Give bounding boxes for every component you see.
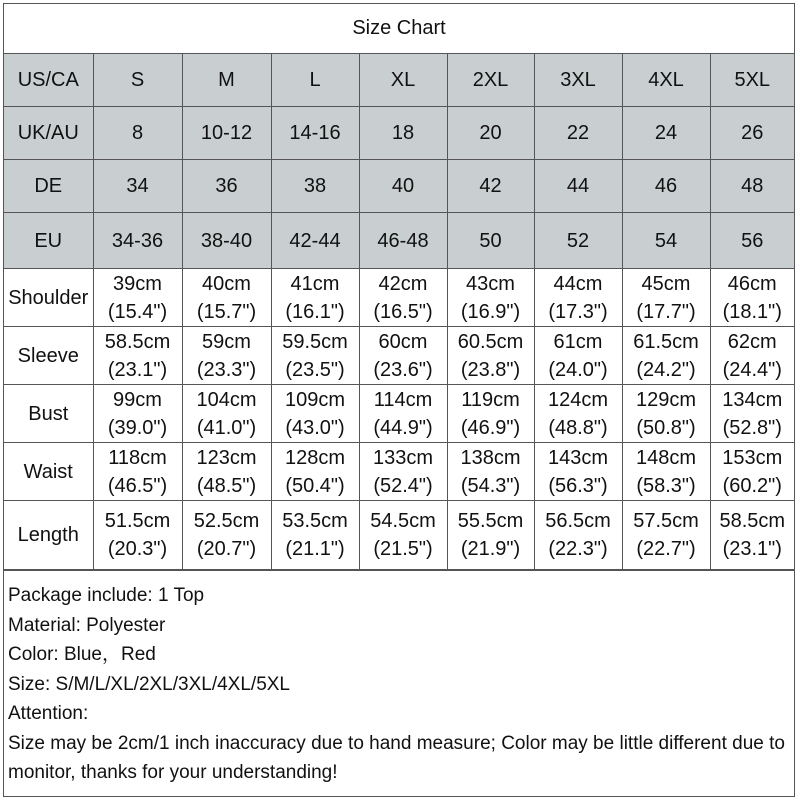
inch-value: (23.1") — [722, 538, 782, 560]
size-cell: 42 — [447, 160, 534, 213]
size-cell: M — [182, 54, 271, 107]
note-material: Material: Polyester — [8, 614, 166, 636]
inch-value: (50.4") — [285, 474, 345, 497]
measure-cell — [182, 327, 271, 385]
row-label: Shoulder — [4, 269, 93, 327]
measure-cell — [182, 443, 271, 501]
cm-value: 153cm — [722, 446, 783, 469]
measure-row — [4, 327, 794, 385]
size-cell: 42-44 — [271, 213, 359, 269]
inch-value: (52.8") — [722, 416, 782, 439]
inch-value: (20.3") — [107, 538, 168, 560]
inch-value: (46.5") — [107, 474, 168, 497]
measure-cell — [534, 269, 622, 327]
cm-value: 123cm — [196, 446, 257, 469]
inch-value: (15.4") — [107, 300, 168, 323]
row-label: Bust — [4, 385, 93, 443]
note-disclaimer-line-1: Size may be 2cm/1 inch inaccuracy due to hand measure; Color may be little different due to — [8, 732, 785, 754]
inch-value: (22.7") — [636, 538, 696, 560]
size-cell: 54 — [622, 213, 710, 269]
inch-value: (23.5") — [285, 358, 345, 381]
cm-value: 133cm — [372, 446, 434, 469]
measure-cell — [271, 501, 359, 570]
size-cell: 10-12 — [182, 107, 271, 160]
inch-value: (21.1") — [285, 538, 345, 560]
row-label: Length — [4, 501, 93, 570]
size-table — [4, 54, 794, 570]
measure-row — [4, 385, 794, 443]
size-cell: 24 — [622, 107, 710, 160]
size-cell: 36 — [182, 160, 271, 213]
measure-cell — [622, 501, 710, 570]
cm-value: 46cm — [727, 272, 777, 295]
row-label: DE — [4, 160, 93, 213]
cm-value: 40cm — [202, 272, 251, 295]
note-size: Size: S/M/L/XL/2XL/3XL/4XL/5XL — [8, 673, 291, 695]
size-cell: 22 — [534, 107, 622, 160]
inch-value: (16.5") — [373, 300, 433, 323]
measure-cell — [93, 443, 182, 501]
size-cell: 34 — [93, 160, 182, 213]
measure-cell — [359, 269, 447, 327]
measure-cell — [93, 269, 182, 327]
measure-cell — [622, 269, 710, 327]
size-cell: 46 — [622, 160, 710, 213]
cm-value: 119cm — [461, 388, 520, 411]
inch-value: (39.0") — [107, 416, 168, 439]
size-cell: 34-36 — [93, 213, 182, 269]
size-row — [4, 107, 794, 160]
measure-cell — [271, 269, 359, 327]
inch-value: (22.3") — [548, 538, 608, 560]
inch-value: (24.0") — [548, 358, 608, 381]
cm-value: 128cm — [284, 446, 346, 469]
measure-cell — [182, 501, 271, 570]
measure-cell — [622, 385, 710, 443]
cm-value: 58.5cm — [104, 330, 171, 353]
inch-value: (21.5") — [373, 538, 433, 560]
inch-value: (24.4") — [722, 358, 782, 381]
size-cell: 3XL — [534, 54, 622, 107]
inch-value: (17.7") — [636, 300, 696, 323]
size-cell: 56 — [710, 213, 794, 269]
cm-value: 114cm — [373, 388, 433, 411]
size-cell: 48 — [710, 160, 794, 213]
cm-value: 53.5cm — [282, 510, 348, 532]
size-cell: L — [271, 54, 359, 107]
inch-value: (23.3") — [196, 358, 257, 381]
size-cell: 38-40 — [182, 213, 271, 269]
cm-value: 61.5cm — [633, 330, 699, 353]
size-row — [4, 54, 794, 107]
cm-value: 45cm — [641, 272, 691, 295]
measure-row — [4, 269, 794, 327]
cm-value: 54.5cm — [370, 510, 436, 532]
inch-value: (43.0") — [285, 416, 345, 439]
inch-value: (41.0") — [196, 416, 257, 439]
cm-value: 109cm — [284, 388, 346, 411]
measure-cell — [359, 443, 447, 501]
measure-cell — [93, 385, 182, 443]
measure-cell — [93, 327, 182, 385]
measure-cell — [182, 269, 271, 327]
note-color: Color: Blue，Red — [8, 644, 156, 665]
cm-value: 138cm — [460, 446, 521, 469]
inch-value: (24.2") — [636, 358, 696, 381]
measure-cell — [359, 501, 447, 570]
measure-cell — [447, 501, 534, 570]
measure-cell — [710, 327, 794, 385]
cm-value: 44cm — [553, 272, 603, 295]
cm-value: 55.5cm — [457, 510, 524, 532]
size-cell: 8 — [93, 107, 182, 160]
measure-cell — [534, 327, 622, 385]
size-row — [4, 160, 794, 213]
size-cell: 4XL — [622, 54, 710, 107]
measure-cell — [534, 501, 622, 570]
inch-value: (50.8") — [636, 416, 696, 439]
measure-cell — [93, 501, 182, 570]
measure-cell — [710, 269, 794, 327]
inch-value: (56.3") — [548, 474, 608, 497]
measure-row — [4, 443, 794, 501]
row-label: US/CA — [4, 54, 93, 107]
measure-cell — [710, 443, 794, 501]
cm-value: 43cm — [466, 272, 515, 295]
measure-cell — [447, 385, 534, 443]
size-cell: 38 — [271, 160, 359, 213]
cm-value: 148cm — [635, 446, 697, 469]
measure-cell — [271, 443, 359, 501]
note-attention: Attention: — [8, 703, 89, 724]
row-label: UK/AU — [4, 107, 93, 160]
row-label: Sleeve — [4, 327, 93, 385]
inch-value: (23.6") — [373, 358, 433, 381]
cm-value: 57.5cm — [633, 510, 699, 532]
size-cell: S — [93, 54, 182, 107]
cm-value: 59.5cm — [282, 330, 348, 353]
measure-cell — [534, 443, 622, 501]
cm-value: 56.5cm — [545, 510, 611, 532]
inch-value: (44.9") — [373, 416, 433, 439]
cm-value: 118cm — [108, 446, 167, 469]
note-disclaimer-line-2: monitor, thanks for your understanding! — [8, 762, 338, 783]
cm-value: 104cm — [196, 388, 257, 411]
inch-value: (18.1") — [722, 300, 782, 323]
cm-value: 61cm — [553, 330, 603, 353]
cm-value: 58.5cm — [719, 510, 786, 532]
cm-value: 60.5cm — [457, 330, 524, 353]
cm-value: 39cm — [113, 272, 162, 295]
inch-value: (17.3") — [548, 300, 608, 323]
row-label: Waist — [4, 443, 93, 501]
inch-value: (23.1") — [107, 358, 168, 381]
inch-value: (48.8") — [548, 416, 608, 439]
cm-value: 42cm — [378, 272, 428, 295]
cm-value: 52.5cm — [193, 510, 260, 532]
size-cell: 14-16 — [271, 107, 359, 160]
size-cell: 40 — [359, 160, 447, 213]
measure-cell — [622, 443, 710, 501]
cm-value: 60cm — [378, 330, 428, 353]
measure-cell — [182, 385, 271, 443]
size-cell: XL — [359, 54, 447, 107]
cm-value: 143cm — [547, 446, 609, 469]
inch-value: (16.9") — [460, 300, 521, 323]
inch-value: (60.2") — [722, 474, 782, 497]
inch-value: (23.8") — [460, 358, 521, 381]
measure-row — [4, 501, 794, 570]
measure-cell — [359, 385, 447, 443]
cm-value: 134cm — [722, 388, 783, 411]
measure-cell — [534, 385, 622, 443]
size-cell: 5XL — [710, 54, 794, 107]
inch-value: (15.7") — [196, 300, 257, 323]
size-cell: 46-48 — [359, 213, 447, 269]
measure-cell — [359, 327, 447, 385]
measure-cell — [710, 501, 794, 570]
size-cell: 2XL — [447, 54, 534, 107]
size-row — [4, 213, 794, 269]
inch-value: (52.4") — [373, 474, 433, 497]
inch-value: (54.3") — [460, 474, 521, 497]
measure-cell — [622, 327, 710, 385]
size-cell: 18 — [359, 107, 447, 160]
inch-value: (20.7") — [196, 538, 257, 560]
measure-cell — [271, 327, 359, 385]
measure-cell — [447, 327, 534, 385]
size-cell: 26 — [710, 107, 794, 160]
inch-value: (46.9") — [460, 416, 521, 439]
size-cell: 44 — [534, 160, 622, 213]
size-cell: 20 — [447, 107, 534, 160]
inch-value: (58.3") — [636, 474, 696, 497]
measure-cell — [710, 385, 794, 443]
row-label: EU — [4, 213, 93, 269]
measure-cell — [271, 385, 359, 443]
cm-value: 59cm — [202, 330, 251, 353]
product-notes — [4, 570, 794, 788]
cm-value: 124cm — [547, 388, 609, 411]
inch-value: (21.9") — [460, 538, 521, 560]
cm-value: 129cm — [635, 388, 697, 411]
cm-value: 51.5cm — [104, 510, 171, 532]
cm-value: 41cm — [290, 272, 340, 295]
note-package: Package include: 1 Top — [8, 585, 205, 606]
measure-cell — [447, 269, 534, 327]
measure-cell — [447, 443, 534, 501]
cm-value: 99cm — [113, 388, 162, 411]
chart-title: Size Chart — [4, 4, 794, 54]
size-cell: 50 — [447, 213, 534, 269]
cm-value: 62cm — [727, 330, 777, 353]
size-chart-card — [3, 3, 795, 797]
inch-value: (48.5") — [196, 474, 257, 497]
inch-value: (16.1") — [285, 300, 345, 323]
size-cell: 52 — [534, 213, 622, 269]
